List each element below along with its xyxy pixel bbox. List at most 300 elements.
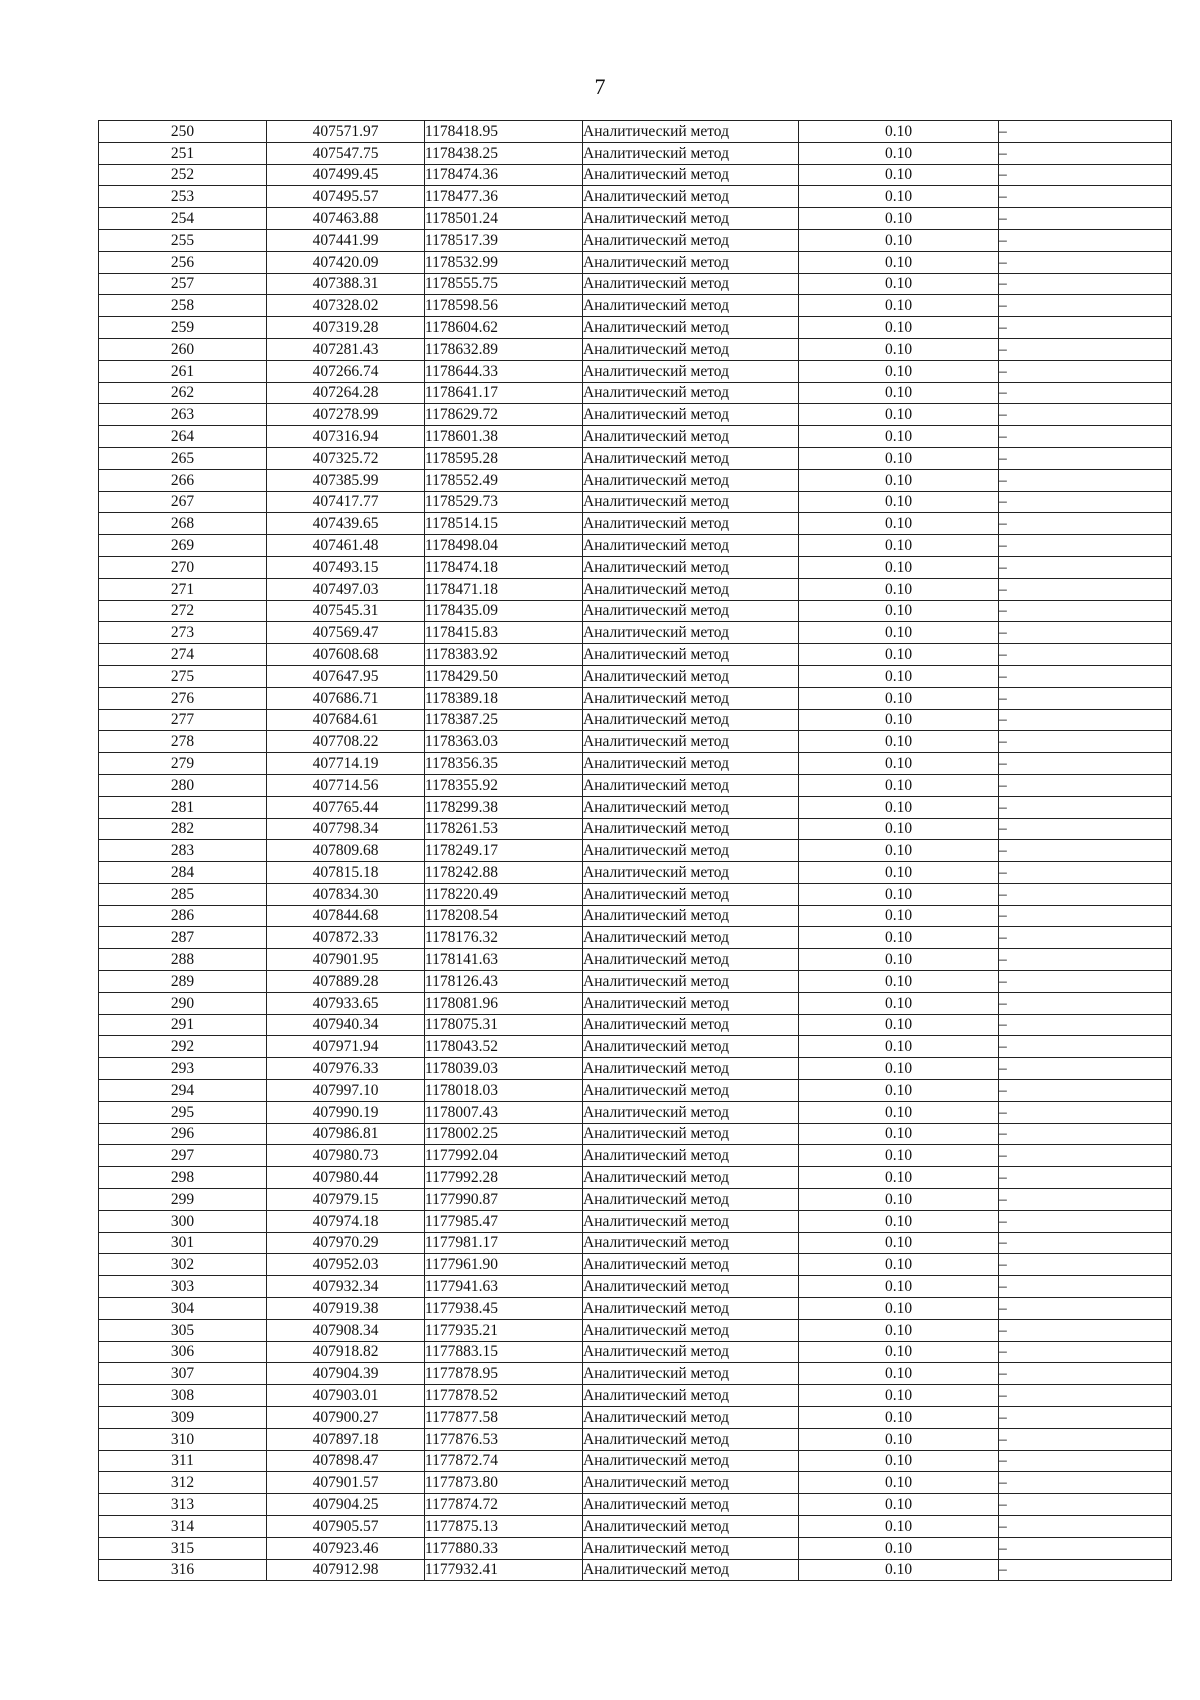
- table-row: [99, 295, 1172, 317]
- y-coordinate-cell: 1178435.09: [425, 600, 583, 622]
- point-number-cell: 311: [99, 1450, 267, 1472]
- y-coordinate-cell: 1178438.25: [425, 142, 583, 164]
- method-cell: Аналитический метод: [583, 687, 799, 709]
- description-cell: –: [999, 578, 1172, 600]
- table-row: [99, 229, 1172, 251]
- y-coordinate-cell: 1177878.95: [425, 1363, 583, 1385]
- table-row: [99, 818, 1172, 840]
- description-cell: –: [999, 186, 1172, 208]
- point-number-cell: 298: [99, 1167, 267, 1189]
- description-cell: –: [999, 753, 1172, 775]
- method-cell: Аналитический метод: [583, 317, 799, 339]
- description-cell: –: [999, 883, 1172, 905]
- method-cell: Аналитический метод: [583, 1167, 799, 1189]
- y-coordinate-cell: 1177941.63: [425, 1276, 583, 1298]
- point-number-cell: 292: [99, 1036, 267, 1058]
- point-number-cell: 255: [99, 229, 267, 251]
- table-row: [99, 447, 1172, 469]
- y-coordinate-cell: 1178429.50: [425, 665, 583, 687]
- x-coordinate-cell: 407970.29: [267, 1232, 425, 1254]
- x-coordinate-cell: 407708.22: [267, 731, 425, 753]
- x-coordinate-cell: 407898.47: [267, 1450, 425, 1472]
- description-cell: –: [999, 1014, 1172, 1036]
- description-cell: –: [999, 121, 1172, 143]
- table-row: [99, 251, 1172, 273]
- x-coordinate-cell: 407325.72: [267, 447, 425, 469]
- table-row: [99, 535, 1172, 557]
- method-cell: Аналитический метод: [583, 142, 799, 164]
- method-cell: Аналитический метод: [583, 1407, 799, 1429]
- table-row: [99, 1450, 1172, 1472]
- table-row: [99, 186, 1172, 208]
- accuracy-cell: 0.10: [799, 600, 999, 622]
- table-row: [99, 1101, 1172, 1123]
- table-row: [99, 1319, 1172, 1341]
- method-cell: Аналитический метод: [583, 753, 799, 775]
- y-coordinate-cell: 1178043.52: [425, 1036, 583, 1058]
- description-cell: –: [999, 142, 1172, 164]
- table-row: [99, 382, 1172, 404]
- y-coordinate-cell: 1178261.53: [425, 818, 583, 840]
- accuracy-cell: 0.10: [799, 1145, 999, 1167]
- y-coordinate-cell: 1177992.04: [425, 1145, 583, 1167]
- method-cell: Аналитический метод: [583, 338, 799, 360]
- description-cell: –: [999, 317, 1172, 339]
- table-row: [99, 273, 1172, 295]
- y-coordinate-cell: 1177985.47: [425, 1210, 583, 1232]
- accuracy-cell: 0.10: [799, 862, 999, 884]
- point-number-cell: 253: [99, 186, 267, 208]
- description-cell: –: [999, 1276, 1172, 1298]
- x-coordinate-cell: 407919.38: [267, 1298, 425, 1320]
- y-coordinate-cell: 1178415.83: [425, 622, 583, 644]
- x-coordinate-cell: 407495.57: [267, 186, 425, 208]
- x-coordinate-cell: 407901.57: [267, 1472, 425, 1494]
- y-coordinate-cell: 1177880.33: [425, 1537, 583, 1559]
- method-cell: Аналитический метод: [583, 251, 799, 273]
- y-coordinate-cell: 1178601.38: [425, 426, 583, 448]
- description-cell: –: [999, 229, 1172, 251]
- table-row: [99, 360, 1172, 382]
- description-cell: –: [999, 491, 1172, 513]
- x-coordinate-cell: 407872.33: [267, 927, 425, 949]
- description-cell: –: [999, 1319, 1172, 1341]
- y-coordinate-cell: 1178242.88: [425, 862, 583, 884]
- x-coordinate-cell: 407684.61: [267, 709, 425, 731]
- point-number-cell: 252: [99, 164, 267, 186]
- point-number-cell: 275: [99, 665, 267, 687]
- accuracy-cell: 0.10: [799, 796, 999, 818]
- y-coordinate-cell: 1177875.13: [425, 1516, 583, 1538]
- method-cell: Аналитический метод: [583, 1494, 799, 1516]
- method-cell: Аналитический метод: [583, 862, 799, 884]
- method-cell: Аналитический метод: [583, 229, 799, 251]
- accuracy-cell: 0.10: [799, 927, 999, 949]
- table-row: [99, 949, 1172, 971]
- accuracy-cell: 0.10: [799, 1559, 999, 1581]
- accuracy-cell: 0.10: [799, 535, 999, 557]
- description-cell: –: [999, 665, 1172, 687]
- method-cell: Аналитический метод: [583, 447, 799, 469]
- point-number-cell: 307: [99, 1363, 267, 1385]
- table-row: [99, 1298, 1172, 1320]
- y-coordinate-cell: 1178474.36: [425, 164, 583, 186]
- table-row: [99, 1276, 1172, 1298]
- accuracy-cell: 0.10: [799, 1123, 999, 1145]
- y-coordinate-cell: 1177981.17: [425, 1232, 583, 1254]
- table-row: [99, 1167, 1172, 1189]
- point-number-cell: 276: [99, 687, 267, 709]
- description-cell: –: [999, 1036, 1172, 1058]
- table-row: [99, 1407, 1172, 1429]
- point-number-cell: 306: [99, 1341, 267, 1363]
- description-cell: –: [999, 447, 1172, 469]
- y-coordinate-cell: 1177990.87: [425, 1189, 583, 1211]
- accuracy-cell: 0.10: [799, 1494, 999, 1516]
- point-number-cell: 263: [99, 404, 267, 426]
- table-row: [99, 426, 1172, 448]
- point-number-cell: 261: [99, 360, 267, 382]
- table-row: [99, 1559, 1172, 1581]
- accuracy-cell: 0.10: [799, 1036, 999, 1058]
- point-number-cell: 254: [99, 208, 267, 230]
- accuracy-cell: 0.10: [799, 883, 999, 905]
- y-coordinate-cell: 1178641.17: [425, 382, 583, 404]
- point-number-cell: 279: [99, 753, 267, 775]
- description-cell: –: [999, 1189, 1172, 1211]
- method-cell: Аналитический метод: [583, 426, 799, 448]
- accuracy-cell: 0.10: [799, 644, 999, 666]
- point-number-cell: 258: [99, 295, 267, 317]
- method-cell: Аналитический метод: [583, 1080, 799, 1102]
- y-coordinate-cell: 1178598.56: [425, 295, 583, 317]
- accuracy-cell: 0.10: [799, 774, 999, 796]
- description-cell: –: [999, 404, 1172, 426]
- accuracy-cell: 0.10: [799, 1254, 999, 1276]
- point-number-cell: 304: [99, 1298, 267, 1320]
- y-coordinate-cell: 1177872.74: [425, 1450, 583, 1472]
- accuracy-cell: 0.10: [799, 121, 999, 143]
- y-coordinate-cell: 1178629.72: [425, 404, 583, 426]
- table-row: [99, 774, 1172, 796]
- accuracy-cell: 0.10: [799, 142, 999, 164]
- x-coordinate-cell: 407493.15: [267, 556, 425, 578]
- accuracy-cell: 0.10: [799, 1537, 999, 1559]
- method-cell: Аналитический метод: [583, 1276, 799, 1298]
- x-coordinate-cell: 407798.34: [267, 818, 425, 840]
- accuracy-cell: 0.10: [799, 491, 999, 513]
- point-number-cell: 262: [99, 382, 267, 404]
- point-number-cell: 291: [99, 1014, 267, 1036]
- table-row: [99, 971, 1172, 993]
- y-coordinate-cell: 1177992.28: [425, 1167, 583, 1189]
- description-cell: –: [999, 1516, 1172, 1538]
- y-coordinate-cell: 1178002.25: [425, 1123, 583, 1145]
- description-cell: –: [999, 796, 1172, 818]
- method-cell: Аналитический метод: [583, 644, 799, 666]
- description-cell: –: [999, 1298, 1172, 1320]
- x-coordinate-cell: 407266.74: [267, 360, 425, 382]
- x-coordinate-cell: 407834.30: [267, 883, 425, 905]
- x-coordinate-cell: 407897.18: [267, 1428, 425, 1450]
- description-cell: –: [999, 1123, 1172, 1145]
- method-cell: Аналитический метод: [583, 905, 799, 927]
- method-cell: Аналитический метод: [583, 1058, 799, 1080]
- y-coordinate-cell: 1177883.15: [425, 1341, 583, 1363]
- description-cell: –: [999, 1101, 1172, 1123]
- point-number-cell: 288: [99, 949, 267, 971]
- description-cell: –: [999, 818, 1172, 840]
- description-cell: –: [999, 731, 1172, 753]
- point-number-cell: 309: [99, 1407, 267, 1429]
- accuracy-cell: 0.10: [799, 1189, 999, 1211]
- y-coordinate-cell: 1178208.54: [425, 905, 583, 927]
- method-cell: Аналитический метод: [583, 731, 799, 753]
- accuracy-cell: 0.10: [799, 1232, 999, 1254]
- point-number-cell: 316: [99, 1559, 267, 1581]
- x-coordinate-cell: 407264.28: [267, 382, 425, 404]
- x-coordinate-cell: 407932.34: [267, 1276, 425, 1298]
- method-cell: Аналитический метод: [583, 883, 799, 905]
- description-cell: –: [999, 927, 1172, 949]
- y-coordinate-cell: 1178514.15: [425, 513, 583, 535]
- x-coordinate-cell: 407608.68: [267, 644, 425, 666]
- table-row: [99, 665, 1172, 687]
- method-cell: Аналитический метод: [583, 1516, 799, 1538]
- description-cell: –: [999, 251, 1172, 273]
- point-number-cell: 294: [99, 1080, 267, 1102]
- method-cell: Аналитический метод: [583, 360, 799, 382]
- accuracy-cell: 0.10: [799, 971, 999, 993]
- method-cell: Аналитический метод: [583, 208, 799, 230]
- description-cell: –: [999, 164, 1172, 186]
- point-number-cell: 277: [99, 709, 267, 731]
- point-number-cell: 280: [99, 774, 267, 796]
- accuracy-cell: 0.10: [799, 622, 999, 644]
- method-cell: Аналитический метод: [583, 382, 799, 404]
- x-coordinate-cell: 407990.19: [267, 1101, 425, 1123]
- method-cell: Аналитический метод: [583, 513, 799, 535]
- method-cell: Аналитический метод: [583, 992, 799, 1014]
- x-coordinate-cell: 407809.68: [267, 840, 425, 862]
- accuracy-cell: 0.10: [799, 1450, 999, 1472]
- accuracy-cell: 0.10: [799, 1516, 999, 1538]
- table-row: [99, 1537, 1172, 1559]
- table-row: [99, 513, 1172, 535]
- description-cell: –: [999, 556, 1172, 578]
- method-cell: Аналитический метод: [583, 164, 799, 186]
- table-row: [99, 1189, 1172, 1211]
- x-coordinate-cell: 407908.34: [267, 1319, 425, 1341]
- y-coordinate-cell: 1178474.18: [425, 556, 583, 578]
- accuracy-cell: 0.10: [799, 426, 999, 448]
- y-coordinate-cell: 1177873.80: [425, 1472, 583, 1494]
- x-coordinate-cell: 407986.81: [267, 1123, 425, 1145]
- method-cell: Аналитический метод: [583, 1189, 799, 1211]
- point-number-cell: 312: [99, 1472, 267, 1494]
- method-cell: Аналитический метод: [583, 1363, 799, 1385]
- description-cell: –: [999, 382, 1172, 404]
- x-coordinate-cell: 407765.44: [267, 796, 425, 818]
- accuracy-cell: 0.10: [799, 1472, 999, 1494]
- point-number-cell: 313: [99, 1494, 267, 1516]
- description-cell: –: [999, 1428, 1172, 1450]
- accuracy-cell: 0.10: [799, 338, 999, 360]
- x-coordinate-cell: 407714.56: [267, 774, 425, 796]
- accuracy-cell: 0.10: [799, 513, 999, 535]
- accuracy-cell: 0.10: [799, 949, 999, 971]
- accuracy-cell: 0.10: [799, 208, 999, 230]
- table-row: [99, 121, 1172, 143]
- accuracy-cell: 0.10: [799, 360, 999, 382]
- y-coordinate-cell: 1178418.95: [425, 121, 583, 143]
- y-coordinate-cell: 1177938.45: [425, 1298, 583, 1320]
- x-coordinate-cell: 407974.18: [267, 1210, 425, 1232]
- point-number-cell: 264: [99, 426, 267, 448]
- description-cell: –: [999, 1494, 1172, 1516]
- method-cell: Аналитический метод: [583, 295, 799, 317]
- x-coordinate-cell: 407461.48: [267, 535, 425, 557]
- table-row: [99, 862, 1172, 884]
- accuracy-cell: 0.10: [799, 1298, 999, 1320]
- table-row: [99, 1080, 1172, 1102]
- table-row: [99, 1145, 1172, 1167]
- point-number-cell: 266: [99, 469, 267, 491]
- x-coordinate-cell: 407316.94: [267, 426, 425, 448]
- y-coordinate-cell: 1178644.33: [425, 360, 583, 382]
- table-row: [99, 1210, 1172, 1232]
- accuracy-cell: 0.10: [799, 840, 999, 862]
- method-cell: Аналитический метод: [583, 1101, 799, 1123]
- x-coordinate-cell: 407417.77: [267, 491, 425, 513]
- method-cell: Аналитический метод: [583, 949, 799, 971]
- description-cell: –: [999, 426, 1172, 448]
- accuracy-cell: 0.10: [799, 1276, 999, 1298]
- accuracy-cell: 0.10: [799, 665, 999, 687]
- x-coordinate-cell: 407900.27: [267, 1407, 425, 1429]
- y-coordinate-cell: 1178355.92: [425, 774, 583, 796]
- x-coordinate-cell: 407714.19: [267, 753, 425, 775]
- x-coordinate-cell: 407499.45: [267, 164, 425, 186]
- method-cell: Аналитический метод: [583, 273, 799, 295]
- accuracy-cell: 0.10: [799, 1428, 999, 1450]
- method-cell: Аналитический метод: [583, 1014, 799, 1036]
- description-cell: –: [999, 295, 1172, 317]
- point-number-cell: 271: [99, 578, 267, 600]
- method-cell: Аналитический метод: [583, 186, 799, 208]
- x-coordinate-cell: 407889.28: [267, 971, 425, 993]
- x-coordinate-cell: 407385.99: [267, 469, 425, 491]
- x-coordinate-cell: 407463.88: [267, 208, 425, 230]
- y-coordinate-cell: 1178383.92: [425, 644, 583, 666]
- y-coordinate-cell: 1178387.25: [425, 709, 583, 731]
- y-coordinate-cell: 1177935.21: [425, 1319, 583, 1341]
- y-coordinate-cell: 1178389.18: [425, 687, 583, 709]
- y-coordinate-cell: 1178299.38: [425, 796, 583, 818]
- y-coordinate-cell: 1178141.63: [425, 949, 583, 971]
- method-cell: Аналитический метод: [583, 1210, 799, 1232]
- method-cell: Аналитический метод: [583, 1450, 799, 1472]
- x-coordinate-cell: 407647.95: [267, 665, 425, 687]
- x-coordinate-cell: 407901.95: [267, 949, 425, 971]
- y-coordinate-cell: 1178356.35: [425, 753, 583, 775]
- table-row: [99, 927, 1172, 949]
- y-coordinate-cell: 1178220.49: [425, 883, 583, 905]
- accuracy-cell: 0.10: [799, 1210, 999, 1232]
- x-coordinate-cell: 407545.31: [267, 600, 425, 622]
- y-coordinate-cell: 1177876.53: [425, 1428, 583, 1450]
- description-cell: –: [999, 862, 1172, 884]
- y-coordinate-cell: 1178501.24: [425, 208, 583, 230]
- coordinates-table-body: [99, 121, 1172, 1581]
- description-cell: –: [999, 1080, 1172, 1102]
- y-coordinate-cell: 1178363.03: [425, 731, 583, 753]
- y-coordinate-cell: 1178249.17: [425, 840, 583, 862]
- description-cell: –: [999, 1145, 1172, 1167]
- x-coordinate-cell: 407971.94: [267, 1036, 425, 1058]
- method-cell: Аналитический метод: [583, 121, 799, 143]
- point-number-cell: 299: [99, 1189, 267, 1211]
- method-cell: Аналитический метод: [583, 1341, 799, 1363]
- x-coordinate-cell: 407952.03: [267, 1254, 425, 1276]
- x-coordinate-cell: 407815.18: [267, 862, 425, 884]
- x-coordinate-cell: 407388.31: [267, 273, 425, 295]
- x-coordinate-cell: 407904.39: [267, 1363, 425, 1385]
- description-cell: –: [999, 1407, 1172, 1429]
- accuracy-cell: 0.10: [799, 731, 999, 753]
- y-coordinate-cell: 1178552.49: [425, 469, 583, 491]
- table-row: [99, 1123, 1172, 1145]
- table-row: [99, 469, 1172, 491]
- point-number-cell: 301: [99, 1232, 267, 1254]
- point-number-cell: 281: [99, 796, 267, 818]
- description-cell: –: [999, 971, 1172, 993]
- x-coordinate-cell: 407844.68: [267, 905, 425, 927]
- y-coordinate-cell: 1178007.43: [425, 1101, 583, 1123]
- description-cell: –: [999, 687, 1172, 709]
- point-number-cell: 268: [99, 513, 267, 535]
- point-number-cell: 305: [99, 1319, 267, 1341]
- x-coordinate-cell: 407976.33: [267, 1058, 425, 1080]
- y-coordinate-cell: 1178039.03: [425, 1058, 583, 1080]
- table-row: [99, 753, 1172, 775]
- description-cell: –: [999, 208, 1172, 230]
- accuracy-cell: 0.10: [799, 1014, 999, 1036]
- point-number-cell: 267: [99, 491, 267, 513]
- point-number-cell: 296: [99, 1123, 267, 1145]
- table-row: [99, 1428, 1172, 1450]
- point-number-cell: 270: [99, 556, 267, 578]
- y-coordinate-cell: 1178477.36: [425, 186, 583, 208]
- description-cell: –: [999, 949, 1172, 971]
- point-number-cell: 259: [99, 317, 267, 339]
- accuracy-cell: 0.10: [799, 992, 999, 1014]
- point-number-cell: 293: [99, 1058, 267, 1080]
- method-cell: Аналитический метод: [583, 971, 799, 993]
- point-number-cell: 250: [99, 121, 267, 143]
- description-cell: –: [999, 1058, 1172, 1080]
- y-coordinate-cell: 1178532.99: [425, 251, 583, 273]
- point-number-cell: 269: [99, 535, 267, 557]
- table-row: [99, 687, 1172, 709]
- method-cell: Аналитический метод: [583, 1036, 799, 1058]
- y-coordinate-cell: 1178604.62: [425, 317, 583, 339]
- description-cell: –: [999, 1385, 1172, 1407]
- x-coordinate-cell: 407328.02: [267, 295, 425, 317]
- accuracy-cell: 0.10: [799, 818, 999, 840]
- y-coordinate-cell: 1178126.43: [425, 971, 583, 993]
- table-row: [99, 1385, 1172, 1407]
